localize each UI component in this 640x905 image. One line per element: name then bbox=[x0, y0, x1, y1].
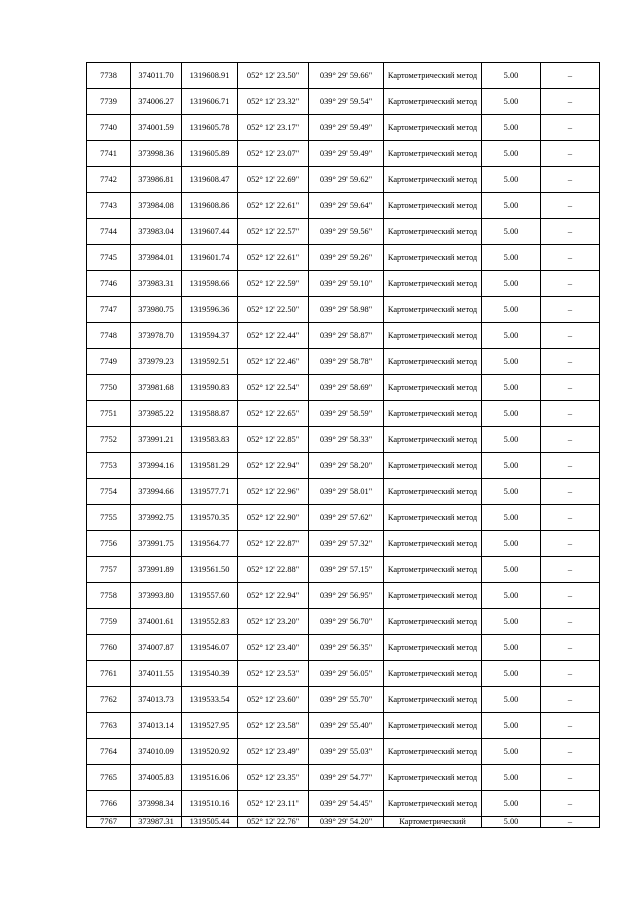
method-cell: Картометрический метод bbox=[384, 713, 482, 739]
accuracy-cell: 5.00 bbox=[482, 349, 541, 375]
note-cell: – bbox=[541, 89, 600, 115]
table-row bbox=[87, 635, 600, 661]
table-row bbox=[87, 219, 600, 245]
table-row bbox=[87, 245, 600, 271]
y-coordinate-cell: 1319605.78 bbox=[182, 115, 238, 141]
point-number-cell: 7763 bbox=[87, 713, 131, 739]
x-coordinate-cell: 373983.04 bbox=[131, 219, 182, 245]
point-number-cell: 7761 bbox=[87, 661, 131, 687]
y-coordinate-cell: 1319561.50 bbox=[182, 557, 238, 583]
table-row bbox=[87, 583, 600, 609]
longitude-cell: 039° 29' 59.49" bbox=[309, 141, 384, 167]
x-coordinate-cell: 373994.66 bbox=[131, 479, 182, 505]
accuracy-cell: 5.00 bbox=[482, 661, 541, 687]
latitude-cell: 052° 12' 22.76" bbox=[238, 817, 309, 828]
accuracy-cell: 5.00 bbox=[482, 193, 541, 219]
point-number-cell: 7752 bbox=[87, 427, 131, 453]
y-coordinate-cell: 1319527.95 bbox=[182, 713, 238, 739]
y-coordinate-cell: 1319546.07 bbox=[182, 635, 238, 661]
point-number-cell: 7748 bbox=[87, 323, 131, 349]
x-coordinate-cell: 373987.31 bbox=[131, 817, 182, 828]
method-cell: Картометрический bbox=[384, 817, 482, 828]
accuracy-cell: 5.00 bbox=[482, 765, 541, 791]
accuracy-cell: 5.00 bbox=[482, 141, 541, 167]
table-row bbox=[87, 141, 600, 167]
y-coordinate-cell: 1319520.92 bbox=[182, 739, 238, 765]
method-cell: Картометрический метод bbox=[384, 791, 482, 817]
point-number-cell: 7749 bbox=[87, 349, 131, 375]
method-cell: Картометрический метод bbox=[384, 349, 482, 375]
note-cell: – bbox=[541, 713, 600, 739]
table-row bbox=[87, 505, 600, 531]
point-number-cell: 7746 bbox=[87, 271, 131, 297]
latitude-cell: 052° 12' 22.90" bbox=[238, 505, 309, 531]
y-coordinate-cell: 1319601.74 bbox=[182, 245, 238, 271]
x-coordinate-cell: 373993.80 bbox=[131, 583, 182, 609]
latitude-cell: 052° 12' 23.50" bbox=[238, 63, 309, 89]
accuracy-cell: 5.00 bbox=[482, 557, 541, 583]
accuracy-cell: 5.00 bbox=[482, 583, 541, 609]
table-row bbox=[87, 609, 600, 635]
latitude-cell: 052° 12' 22.44" bbox=[238, 323, 309, 349]
latitude-cell: 052° 12' 22.59" bbox=[238, 271, 309, 297]
latitude-cell: 052° 12' 22.50" bbox=[238, 297, 309, 323]
y-coordinate-cell: 1319605.89 bbox=[182, 141, 238, 167]
table-row bbox=[87, 531, 600, 557]
note-cell: – bbox=[541, 557, 600, 583]
point-number-cell: 7760 bbox=[87, 635, 131, 661]
accuracy-cell: 5.00 bbox=[482, 271, 541, 297]
y-coordinate-cell: 1319505.44 bbox=[182, 817, 238, 828]
point-number-cell: 7750 bbox=[87, 375, 131, 401]
coordinates-table bbox=[86, 62, 600, 828]
latitude-cell: 052° 12' 23.60" bbox=[238, 687, 309, 713]
accuracy-cell: 5.00 bbox=[482, 609, 541, 635]
y-coordinate-cell: 1319564.77 bbox=[182, 531, 238, 557]
method-cell: Картометрический метод bbox=[384, 765, 482, 791]
note-cell: – bbox=[541, 427, 600, 453]
table-row bbox=[87, 375, 600, 401]
note-cell: – bbox=[541, 453, 600, 479]
method-cell: Картометрический метод bbox=[384, 193, 482, 219]
longitude-cell: 039° 29' 56.95" bbox=[309, 583, 384, 609]
latitude-cell: 052° 12' 22.88" bbox=[238, 557, 309, 583]
y-coordinate-cell: 1319581.29 bbox=[182, 453, 238, 479]
x-coordinate-cell: 373998.36 bbox=[131, 141, 182, 167]
accuracy-cell: 5.00 bbox=[482, 713, 541, 739]
y-coordinate-cell: 1319592.51 bbox=[182, 349, 238, 375]
accuracy-cell: 5.00 bbox=[482, 115, 541, 141]
note-cell: – bbox=[541, 115, 600, 141]
y-coordinate-cell: 1319608.91 bbox=[182, 63, 238, 89]
longitude-cell: 039° 29' 57.15" bbox=[309, 557, 384, 583]
latitude-cell: 052° 12' 22.85" bbox=[238, 427, 309, 453]
y-coordinate-cell: 1319516.06 bbox=[182, 765, 238, 791]
y-coordinate-cell: 1319533.54 bbox=[182, 687, 238, 713]
note-cell: – bbox=[541, 375, 600, 401]
x-coordinate-cell: 373985.22 bbox=[131, 401, 182, 427]
note-cell: – bbox=[541, 609, 600, 635]
latitude-cell: 052° 12' 23.58" bbox=[238, 713, 309, 739]
accuracy-cell: 5.00 bbox=[482, 479, 541, 505]
longitude-cell: 039° 29' 54.20" bbox=[309, 817, 384, 828]
point-number-cell: 7767 bbox=[87, 817, 131, 828]
point-number-cell: 7764 bbox=[87, 739, 131, 765]
x-coordinate-cell: 373984.08 bbox=[131, 193, 182, 219]
y-coordinate-cell: 1319540.39 bbox=[182, 661, 238, 687]
x-coordinate-cell: 373991.75 bbox=[131, 531, 182, 557]
x-coordinate-cell: 373998.34 bbox=[131, 791, 182, 817]
x-coordinate-cell: 374011.55 bbox=[131, 661, 182, 687]
point-number-cell: 7758 bbox=[87, 583, 131, 609]
y-coordinate-cell: 1319598.66 bbox=[182, 271, 238, 297]
accuracy-cell: 5.00 bbox=[482, 167, 541, 193]
x-coordinate-cell: 374013.14 bbox=[131, 713, 182, 739]
y-coordinate-cell: 1319607.44 bbox=[182, 219, 238, 245]
x-coordinate-cell: 374013.73 bbox=[131, 687, 182, 713]
note-cell: – bbox=[541, 141, 600, 167]
longitude-cell: 039° 29' 59.66" bbox=[309, 63, 384, 89]
point-number-cell: 7740 bbox=[87, 115, 131, 141]
point-number-cell: 7747 bbox=[87, 297, 131, 323]
accuracy-cell: 5.00 bbox=[482, 89, 541, 115]
note-cell: – bbox=[541, 635, 600, 661]
y-coordinate-cell: 1319588.87 bbox=[182, 401, 238, 427]
note-cell: – bbox=[541, 583, 600, 609]
longitude-cell: 039° 29' 55.70" bbox=[309, 687, 384, 713]
latitude-cell: 052° 12' 23.20" bbox=[238, 609, 309, 635]
x-coordinate-cell: 373991.21 bbox=[131, 427, 182, 453]
point-number-cell: 7743 bbox=[87, 193, 131, 219]
y-coordinate-cell: 1319570.35 bbox=[182, 505, 238, 531]
longitude-cell: 039° 29' 54.45" bbox=[309, 791, 384, 817]
table-row bbox=[87, 297, 600, 323]
x-coordinate-cell: 374010.09 bbox=[131, 739, 182, 765]
note-cell: – bbox=[541, 661, 600, 687]
longitude-cell: 039° 29' 58.20" bbox=[309, 453, 384, 479]
method-cell: Картометрический метод bbox=[384, 63, 482, 89]
longitude-cell: 039° 29' 58.01" bbox=[309, 479, 384, 505]
accuracy-cell: 5.00 bbox=[482, 297, 541, 323]
table-row bbox=[87, 401, 600, 427]
longitude-cell: 039° 29' 59.49" bbox=[309, 115, 384, 141]
method-cell: Картометрический метод bbox=[384, 141, 482, 167]
method-cell: Картометрический метод bbox=[384, 687, 482, 713]
method-cell: Картометрический метод bbox=[384, 375, 482, 401]
longitude-cell: 039° 29' 59.62" bbox=[309, 167, 384, 193]
method-cell: Картометрический метод bbox=[384, 479, 482, 505]
point-number-cell: 7756 bbox=[87, 531, 131, 557]
x-coordinate-cell: 373994.16 bbox=[131, 453, 182, 479]
latitude-cell: 052° 12' 22.61" bbox=[238, 245, 309, 271]
point-number-cell: 7766 bbox=[87, 791, 131, 817]
longitude-cell: 039° 29' 58.69" bbox=[309, 375, 384, 401]
latitude-cell: 052° 12' 23.32" bbox=[238, 89, 309, 115]
x-coordinate-cell: 373991.89 bbox=[131, 557, 182, 583]
accuracy-cell: 5.00 bbox=[482, 401, 541, 427]
accuracy-cell: 5.00 bbox=[482, 635, 541, 661]
method-cell: Картометрический метод bbox=[384, 323, 482, 349]
table-row bbox=[87, 713, 600, 739]
accuracy-cell: 5.00 bbox=[482, 63, 541, 89]
latitude-cell: 052° 12' 23.07" bbox=[238, 141, 309, 167]
table-row bbox=[87, 89, 600, 115]
y-coordinate-cell: 1319510.16 bbox=[182, 791, 238, 817]
method-cell: Картометрический метод bbox=[384, 89, 482, 115]
x-coordinate-cell: 373978.70 bbox=[131, 323, 182, 349]
y-coordinate-cell: 1319552.83 bbox=[182, 609, 238, 635]
method-cell: Картометрический метод bbox=[384, 531, 482, 557]
y-coordinate-cell: 1319594.37 bbox=[182, 323, 238, 349]
x-coordinate-cell: 373983.31 bbox=[131, 271, 182, 297]
longitude-cell: 039° 29' 54.77" bbox=[309, 765, 384, 791]
latitude-cell: 052° 12' 22.87" bbox=[238, 531, 309, 557]
accuracy-cell: 5.00 bbox=[482, 219, 541, 245]
latitude-cell: 052° 12' 23.17" bbox=[238, 115, 309, 141]
table-row bbox=[87, 63, 600, 89]
latitude-cell: 052° 12' 22.94" bbox=[238, 453, 309, 479]
point-number-cell: 7754 bbox=[87, 479, 131, 505]
coordinates-table-body bbox=[87, 63, 600, 828]
latitude-cell: 052° 12' 23.35" bbox=[238, 765, 309, 791]
point-number-cell: 7755 bbox=[87, 505, 131, 531]
accuracy-cell: 5.00 bbox=[482, 791, 541, 817]
x-coordinate-cell: 374001.61 bbox=[131, 609, 182, 635]
accuracy-cell: 5.00 bbox=[482, 323, 541, 349]
point-number-cell: 7753 bbox=[87, 453, 131, 479]
accuracy-cell: 5.00 bbox=[482, 505, 541, 531]
table-row bbox=[87, 817, 600, 828]
method-cell: Картометрический метод bbox=[384, 245, 482, 271]
longitude-cell: 039° 29' 58.59" bbox=[309, 401, 384, 427]
table-row bbox=[87, 271, 600, 297]
y-coordinate-cell: 1319583.83 bbox=[182, 427, 238, 453]
method-cell: Картометрический метод bbox=[384, 219, 482, 245]
latitude-cell: 052° 12' 22.46" bbox=[238, 349, 309, 375]
longitude-cell: 039° 29' 58.98" bbox=[309, 297, 384, 323]
longitude-cell: 039° 29' 58.33" bbox=[309, 427, 384, 453]
method-cell: Картометрический метод bbox=[384, 427, 482, 453]
method-cell: Картометрический метод bbox=[384, 505, 482, 531]
x-coordinate-cell: 373992.75 bbox=[131, 505, 182, 531]
longitude-cell: 039° 29' 59.10" bbox=[309, 271, 384, 297]
longitude-cell: 039° 29' 55.03" bbox=[309, 739, 384, 765]
method-cell: Картометрический метод bbox=[384, 401, 482, 427]
latitude-cell: 052° 12' 23.49" bbox=[238, 739, 309, 765]
accuracy-cell: 5.00 bbox=[482, 531, 541, 557]
note-cell: – bbox=[541, 271, 600, 297]
y-coordinate-cell: 1319590.83 bbox=[182, 375, 238, 401]
note-cell: – bbox=[541, 193, 600, 219]
latitude-cell: 052° 12' 23.53" bbox=[238, 661, 309, 687]
note-cell: – bbox=[541, 687, 600, 713]
point-number-cell: 7742 bbox=[87, 167, 131, 193]
longitude-cell: 039° 29' 58.78" bbox=[309, 349, 384, 375]
method-cell: Картометрический метод bbox=[384, 635, 482, 661]
x-coordinate-cell: 373986.81 bbox=[131, 167, 182, 193]
point-number-cell: 7738 bbox=[87, 63, 131, 89]
latitude-cell: 052° 12' 22.65" bbox=[238, 401, 309, 427]
table-row bbox=[87, 427, 600, 453]
note-cell: – bbox=[541, 817, 600, 828]
longitude-cell: 039° 29' 59.54" bbox=[309, 89, 384, 115]
table-row bbox=[87, 739, 600, 765]
table-row bbox=[87, 323, 600, 349]
point-number-cell: 7765 bbox=[87, 765, 131, 791]
note-cell: – bbox=[541, 765, 600, 791]
x-coordinate-cell: 374006.27 bbox=[131, 89, 182, 115]
note-cell: – bbox=[541, 167, 600, 193]
x-coordinate-cell: 373980.75 bbox=[131, 297, 182, 323]
table-row bbox=[87, 167, 600, 193]
x-coordinate-cell: 373984.01 bbox=[131, 245, 182, 271]
accuracy-cell: 5.00 bbox=[482, 427, 541, 453]
longitude-cell: 039° 29' 56.05" bbox=[309, 661, 384, 687]
longitude-cell: 039° 29' 55.40" bbox=[309, 713, 384, 739]
accuracy-cell: 5.00 bbox=[482, 817, 541, 828]
table-row bbox=[87, 479, 600, 505]
point-number-cell: 7757 bbox=[87, 557, 131, 583]
method-cell: Картометрический метод bbox=[384, 167, 482, 193]
note-cell: – bbox=[541, 63, 600, 89]
point-number-cell: 7759 bbox=[87, 609, 131, 635]
accuracy-cell: 5.00 bbox=[482, 687, 541, 713]
latitude-cell: 052° 12' 22.94" bbox=[238, 583, 309, 609]
accuracy-cell: 5.00 bbox=[482, 245, 541, 271]
method-cell: Картометрический метод bbox=[384, 739, 482, 765]
table-row bbox=[87, 791, 600, 817]
longitude-cell: 039° 29' 57.62" bbox=[309, 505, 384, 531]
latitude-cell: 052° 12' 22.69" bbox=[238, 167, 309, 193]
method-cell: Картометрический метод bbox=[384, 271, 482, 297]
point-number-cell: 7745 bbox=[87, 245, 131, 271]
y-coordinate-cell: 1319577.71 bbox=[182, 479, 238, 505]
note-cell: – bbox=[541, 349, 600, 375]
note-cell: – bbox=[541, 245, 600, 271]
accuracy-cell: 5.00 bbox=[482, 453, 541, 479]
table-row bbox=[87, 765, 600, 791]
x-coordinate-cell: 373981.68 bbox=[131, 375, 182, 401]
longitude-cell: 039° 29' 59.64" bbox=[309, 193, 384, 219]
table-row bbox=[87, 661, 600, 687]
x-coordinate-cell: 373979.23 bbox=[131, 349, 182, 375]
y-coordinate-cell: 1319606.71 bbox=[182, 89, 238, 115]
latitude-cell: 052° 12' 22.96" bbox=[238, 479, 309, 505]
method-cell: Картометрический метод bbox=[384, 661, 482, 687]
x-coordinate-cell: 374011.70 bbox=[131, 63, 182, 89]
latitude-cell: 052° 12' 23.40" bbox=[238, 635, 309, 661]
point-number-cell: 7762 bbox=[87, 687, 131, 713]
note-cell: – bbox=[541, 505, 600, 531]
longitude-cell: 039° 29' 59.26" bbox=[309, 245, 384, 271]
y-coordinate-cell: 1319608.86 bbox=[182, 193, 238, 219]
latitude-cell: 052° 12' 23.11" bbox=[238, 791, 309, 817]
latitude-cell: 052° 12' 22.57" bbox=[238, 219, 309, 245]
method-cell: Картометрический метод bbox=[384, 609, 482, 635]
point-number-cell: 7741 bbox=[87, 141, 131, 167]
table-row bbox=[87, 349, 600, 375]
longitude-cell: 039° 29' 57.32" bbox=[309, 531, 384, 557]
x-coordinate-cell: 374005.83 bbox=[131, 765, 182, 791]
longitude-cell: 039° 29' 59.56" bbox=[309, 219, 384, 245]
note-cell: – bbox=[541, 531, 600, 557]
latitude-cell: 052° 12' 22.61" bbox=[238, 193, 309, 219]
note-cell: – bbox=[541, 739, 600, 765]
note-cell: – bbox=[541, 791, 600, 817]
table-row bbox=[87, 557, 600, 583]
table-row bbox=[87, 687, 600, 713]
point-number-cell: 7744 bbox=[87, 219, 131, 245]
note-cell: – bbox=[541, 219, 600, 245]
latitude-cell: 052° 12' 22.54" bbox=[238, 375, 309, 401]
y-coordinate-cell: 1319608.47 bbox=[182, 167, 238, 193]
method-cell: Картометрический метод bbox=[384, 453, 482, 479]
point-number-cell: 7751 bbox=[87, 401, 131, 427]
method-cell: Картометрический метод bbox=[384, 115, 482, 141]
method-cell: Картометрический метод bbox=[384, 583, 482, 609]
accuracy-cell: 5.00 bbox=[482, 375, 541, 401]
method-cell: Картометрический метод bbox=[384, 557, 482, 583]
longitude-cell: 039° 29' 56.35" bbox=[309, 635, 384, 661]
note-cell: – bbox=[541, 401, 600, 427]
point-number-cell: 7739 bbox=[87, 89, 131, 115]
longitude-cell: 039° 29' 56.70" bbox=[309, 609, 384, 635]
table-row bbox=[87, 115, 600, 141]
note-cell: – bbox=[541, 479, 600, 505]
x-coordinate-cell: 374007.87 bbox=[131, 635, 182, 661]
table-row bbox=[87, 193, 600, 219]
note-cell: – bbox=[541, 323, 600, 349]
x-coordinate-cell: 374001.59 bbox=[131, 115, 182, 141]
longitude-cell: 039° 29' 58.87" bbox=[309, 323, 384, 349]
y-coordinate-cell: 1319596.36 bbox=[182, 297, 238, 323]
accuracy-cell: 5.00 bbox=[482, 739, 541, 765]
y-coordinate-cell: 1319557.60 bbox=[182, 583, 238, 609]
note-cell: – bbox=[541, 297, 600, 323]
method-cell: Картометрический метод bbox=[384, 297, 482, 323]
table-row bbox=[87, 453, 600, 479]
